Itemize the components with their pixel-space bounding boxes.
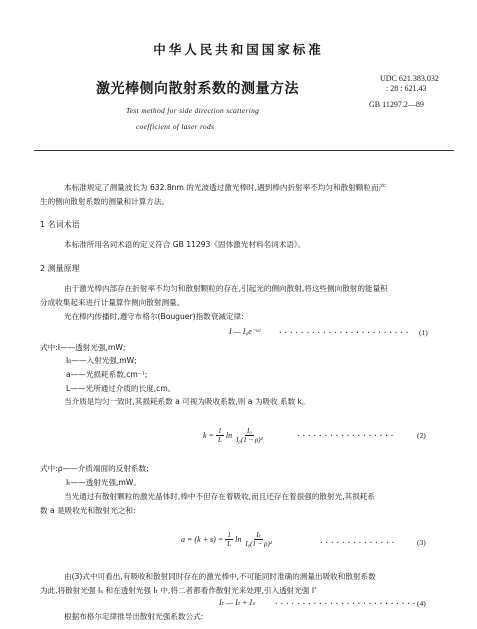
- equation-4-number: (4): [417, 599, 426, 608]
- equation-2-coefficient-denominator: L: [217, 436, 222, 444]
- section-2-para-6: 根据布格尔定律推导出散射光强系数公式:: [64, 612, 204, 621]
- equation-2-lhs: k =: [203, 431, 214, 440]
- intro-line-1: 本标准规定了测量波长为 632.8nm 的光波透过激光棒时,遇到棒内折射率不均匀和散射颗粒而产: [64, 183, 387, 192]
- equation-2-log: ln: [225, 431, 233, 440]
- equation-3-lhs: a = (k + s) =: [181, 535, 224, 544]
- equation-3-log: ln: [235, 535, 242, 544]
- where-clause-2: 式中:ρ——介质端面的反射系数;: [40, 464, 149, 473]
- equation-1-leader: ························: [278, 328, 411, 337]
- equation-3: [181, 531, 274, 548]
- where-clause-1: 式中:I——透射光强,mW;: [40, 343, 126, 352]
- equation-2-main-fraction: [234, 427, 265, 444]
- equation-3-denominator: I₀(1 − ρ)²: [245, 540, 272, 548]
- equation-2-leader: ··················: [296, 431, 396, 440]
- section-2-para-2: 光在棒内传播时,遵守布格尔(Bouguer)指数衰减定律:: [64, 312, 244, 321]
- english-title-line-2: coefficient of laser rods: [136, 122, 215, 131]
- definition-a: a——光损耗系数,cm⁻¹;: [66, 370, 148, 379]
- section-2-para-5-line-2: 为此,将散射光强 Iₛ 和在透射光强 Iₜ 中,将二者都看作散射光来处理,引入透射光强 I': [40, 586, 317, 595]
- section-1-text: 本标准所用名词术语的定义符合 GB 11293《固体激光材料名词术语》。: [64, 240, 306, 249]
- section-2-para-4-line-2: 数 a 是吸收光和散射光之和:: [40, 506, 136, 515]
- document-title: 激光棒侧向散射系数的测量方法: [96, 81, 299, 97]
- gb-standard-number: GB 11297.2—89: [369, 100, 424, 109]
- equation-2-number: (2): [417, 431, 426, 440]
- equation-1: I — I₀e⁻ᵃˡ: [229, 327, 261, 336]
- intro-line-2: 生的侧向散射系数的测量和计算方法。: [40, 197, 170, 206]
- equation-2-denominator: I₀(1 − ρ)²: [236, 436, 263, 444]
- section-2-para-1-line-2: 分成收集起来进行计量算作侧向散射测量。: [40, 298, 185, 307]
- english-title-line-1: Test method for side direction scattering: [126, 106, 260, 115]
- equation-4: Iₜ — Iₜ + Iₛ: [219, 598, 256, 607]
- definition-l: L——光所通过介质的长度,cm。: [66, 384, 176, 393]
- equation-3-coefficient-fraction: [225, 531, 233, 548]
- section-2-heading: 2 测量原理: [40, 264, 80, 273]
- section-2-para-5-line-1: 由(3)式中可看出,有吸收和散射同时存在的激光棒中,不可能同时准确的测量出吸收和散射系数: [64, 572, 376, 581]
- equation-2-coefficient-numerator: 1: [218, 427, 222, 435]
- section-2-para-4-line-1: 当光通过有散射颗粒的激光晶体时,棒中不但存在着吸收,而且还存在着很强的散射光,其损耗系: [64, 492, 375, 501]
- equation-3-number: (3): [417, 538, 426, 547]
- definition-it: Iₜ——透射光强,mW。: [66, 478, 141, 487]
- equation-3-coefficient-numerator: 1: [227, 531, 231, 539]
- section-2-para-1-line-1: 由于激光棒内部存在折射率不均匀和散射颗粒的存在,引起光的侧向散射,将这些侧向散射的能量积: [64, 284, 388, 293]
- definition-i0: I₀——入射光强,mW;: [66, 356, 137, 365]
- equation-3-leader: ··············: [319, 538, 397, 547]
- equation-2-numerator: I₀: [247, 427, 252, 435]
- equation-4-leader: ··························: [274, 599, 418, 608]
- equation-2-coefficient-fraction: [216, 427, 224, 444]
- equation-1-number: (1): [419, 328, 428, 337]
- equation-2: [203, 427, 265, 444]
- equation-3-coefficient-denominator: L: [227, 540, 232, 548]
- udc-code-line-2: : 28 : 621.43: [386, 84, 427, 93]
- section-2-para-3: 当介质是均匀一致时,其损耗系数 a 可视为吸收系数,则 a 为吸收 系数 k。: [64, 397, 310, 406]
- equation-3-numerator: Iₜ: [256, 531, 261, 539]
- standard-header: 中华人民共和国国家标准: [153, 42, 324, 57]
- equation-3-main-fraction: [243, 531, 274, 548]
- section-1-heading: 1 名词术语: [40, 220, 80, 229]
- udc-code-line-1: UDC 621.383.032: [380, 74, 439, 83]
- header-divider: [34, 150, 454, 151]
